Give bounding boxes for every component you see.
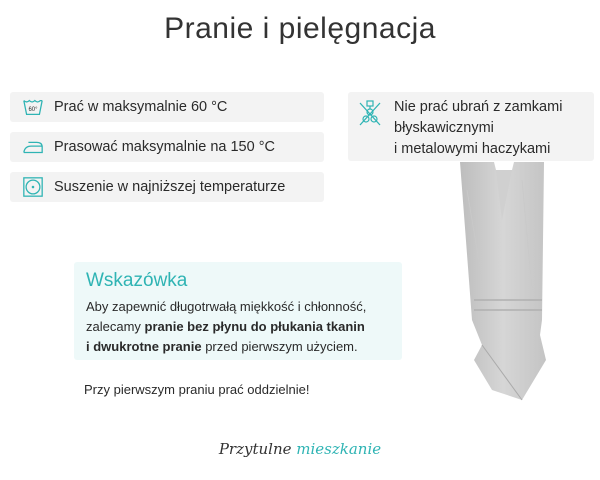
care-item-dry: [10, 172, 324, 202]
warning-line: Nie prać ubrań z zamkami: [394, 99, 563, 115]
tip-box: [74, 262, 402, 360]
tip-title: Wskazówka: [86, 270, 188, 291]
towel-image: [452, 160, 552, 405]
care-item-iron: [10, 132, 324, 162]
tip-text-line: Aby zapewnić długotrwałą miękkość i chłonność,: [86, 299, 367, 314]
warning-card: [348, 92, 594, 161]
wash-60-icon: [22, 96, 44, 118]
brand-name-accent: mieszkanie: [296, 440, 382, 458]
brand-name-part: Przytulne: [218, 440, 292, 458]
care-item-label: Prać w maksymalnie 60 °C: [54, 99, 228, 115]
wash-temperature-label: 60°: [28, 107, 38, 114]
care-item-label: Suszenie w najniższej temperaturze: [54, 179, 286, 195]
no-zipper-icon: [358, 99, 382, 127]
tip-text-line: przed pierwszym użyciem.: [201, 339, 358, 354]
tip-text: [86, 297, 390, 357]
warning-line: i metalowymi haczykami: [394, 141, 551, 157]
first-wash-note: Przy pierwszym praniu prać oddzielnie!: [84, 382, 310, 397]
tip-text-bold: i dwukrotne pranie: [86, 339, 202, 354]
page-title: Pranie i pielęgnacja: [164, 12, 436, 45]
care-item-label: Prasować maksymalnie na 150 °C: [54, 139, 275, 155]
brand-logo: [0, 440, 600, 458]
iron-icon: [22, 136, 44, 158]
care-item-wash: [10, 92, 324, 122]
tumble-dry-low-icon: [22, 176, 44, 198]
tip-text-bold: pranie bez płynu do płukania tkanin: [144, 319, 365, 334]
tip-text-line: zalecamy: [86, 319, 145, 334]
warning-line: błyskawicznymi: [394, 120, 494, 136]
